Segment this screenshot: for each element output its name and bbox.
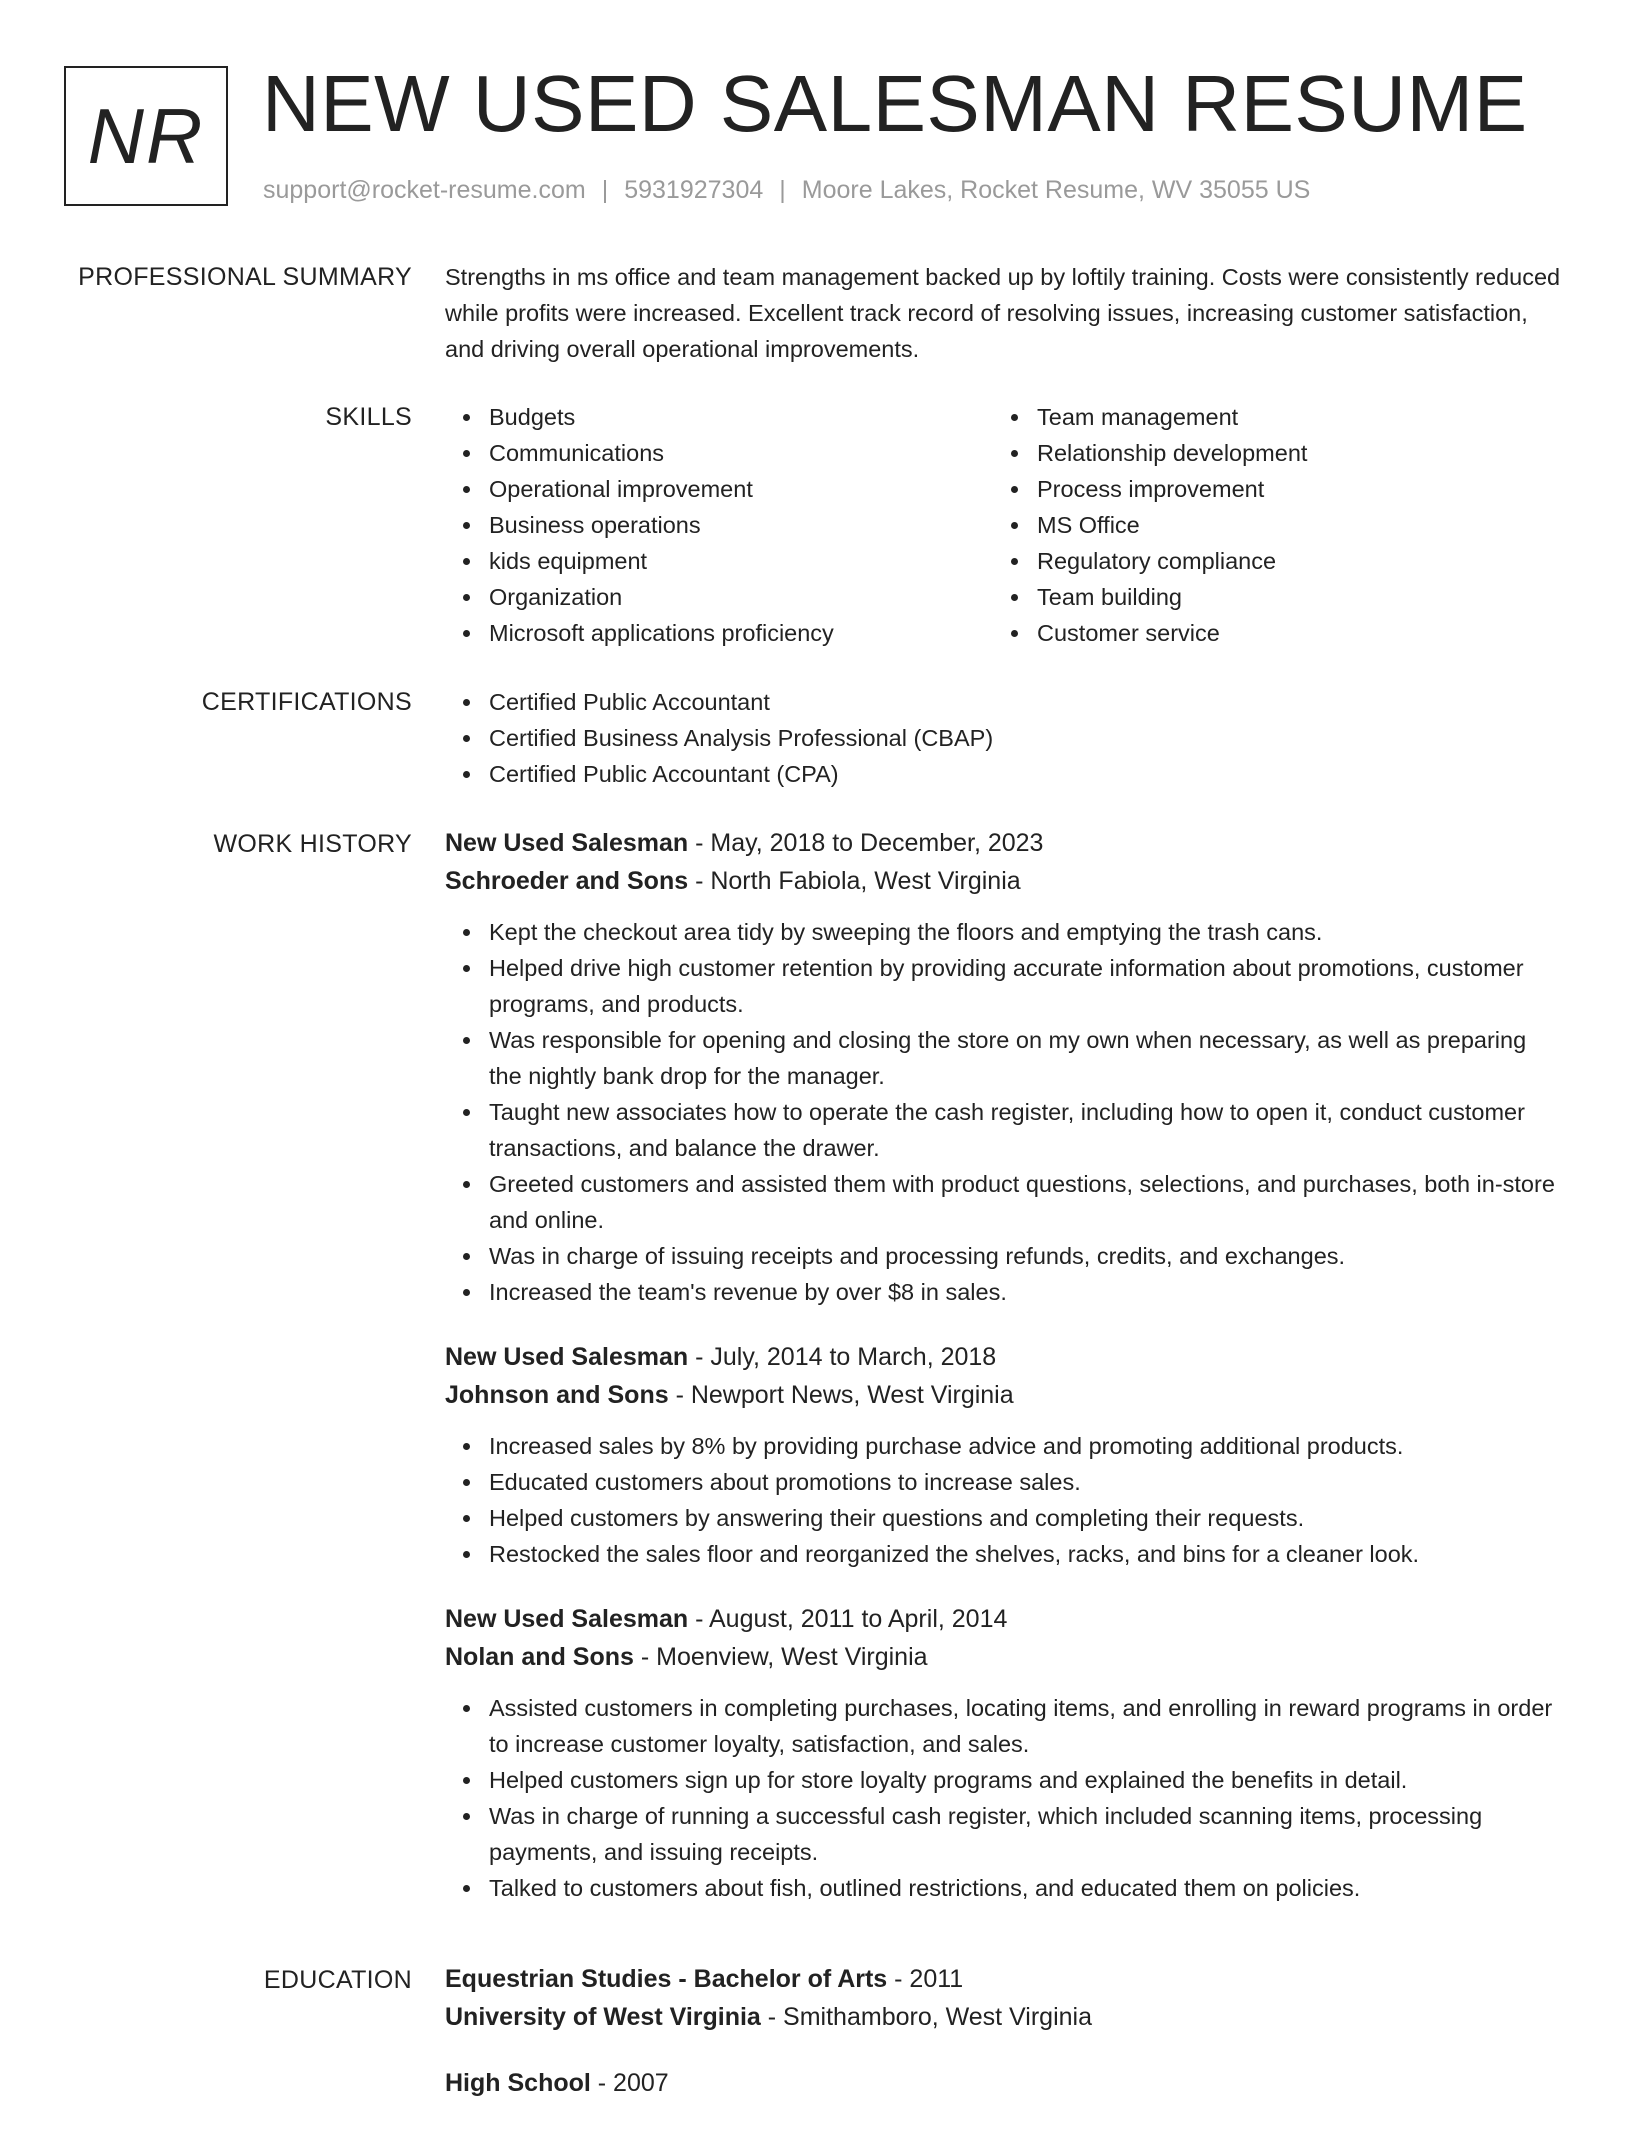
contact-phone: 5931927304 bbox=[624, 176, 764, 204]
job-entry bbox=[445, 1338, 1565, 1572]
monogram-initials: NR bbox=[87, 91, 205, 180]
skill-item: Relationship development bbox=[993, 435, 1541, 471]
skills-list bbox=[445, 399, 1565, 651]
education-year: - 2007 bbox=[590, 2069, 669, 2097]
contact-email: support@rocket-resume.com bbox=[263, 176, 586, 204]
job-duty: Was responsible for opening and closing the store on my own when necessary, as well as preparing the nightly bank drop for the manager. bbox=[445, 1022, 1565, 1094]
job-title-line bbox=[445, 1600, 1565, 1638]
job-duties bbox=[445, 1428, 1565, 1572]
education-degree: Equestrian Studies - Bachelor of Arts bbox=[445, 1965, 888, 1993]
job-duty: Talked to customers about fish, outlined restrictions, and educated them on policies. bbox=[445, 1870, 1565, 1906]
education-degree-line bbox=[445, 2064, 1565, 2102]
monogram-badge bbox=[64, 66, 228, 206]
job-dates: - May, 2018 to December, 2023 bbox=[688, 829, 1044, 857]
education-label: EDUCATION bbox=[263, 1966, 412, 1994]
certification-item: Certified Public Accountant bbox=[445, 684, 1565, 720]
education-school-line bbox=[445, 1998, 1565, 2036]
skill-item: Operational improvement bbox=[445, 471, 993, 507]
education-year: - 2011 bbox=[887, 1965, 964, 1993]
education-entry bbox=[445, 2064, 1565, 2102]
skill-item: Customer service bbox=[993, 615, 1541, 651]
job-duty: Increased sales by 8% by providing purchase advice and promoting additional products. bbox=[445, 1428, 1565, 1464]
job-dates: - August, 2011 to April, 2014 bbox=[688, 1605, 1008, 1633]
job-duties bbox=[445, 1690, 1565, 1906]
job-title-line bbox=[445, 824, 1565, 862]
job-duty: Taught new associates how to operate the cash register, including how to open it, conduct customer transactions, and balance the drawer. bbox=[445, 1094, 1565, 1166]
education-location: - Smithamboro, West Virginia bbox=[760, 2003, 1092, 2031]
work-history-label: WORK HISTORY bbox=[213, 830, 412, 858]
work-history bbox=[445, 824, 1565, 1934]
skill-item: kids equipment bbox=[445, 543, 993, 579]
summary-label: PROFESSIONAL SUMMARY bbox=[78, 263, 412, 291]
job-company: Schroeder and Sons bbox=[445, 867, 689, 895]
job-duty: Increased the team's revenue by over $8 in sales. bbox=[445, 1274, 1565, 1310]
job-company-line bbox=[445, 1638, 1565, 1676]
job-title: New Used Salesman bbox=[445, 1605, 689, 1633]
skill-item: Microsoft applications proficiency bbox=[445, 615, 993, 651]
job-entry bbox=[445, 1600, 1565, 1906]
job-location: - Newport News, West Virginia bbox=[668, 1381, 1014, 1409]
job-company-line bbox=[445, 862, 1565, 900]
job-duty: Assisted customers in completing purchases, locating items, and enrolling in reward programs in order to increase customer loyalty, satisfaction, and sales. bbox=[445, 1690, 1565, 1762]
job-title: New Used Salesman bbox=[445, 829, 689, 857]
education-school: University of West Virginia bbox=[445, 2003, 761, 2031]
education-degree: High School bbox=[445, 2069, 591, 2097]
job-duty: Educated customers about promotions to increase sales. bbox=[445, 1464, 1565, 1500]
job-company: Nolan and Sons bbox=[445, 1643, 634, 1671]
skill-item: Organization bbox=[445, 579, 993, 615]
job-duty: Helped customers sign up for store loyalty programs and explained the benefits in detail. bbox=[445, 1762, 1565, 1798]
education-list bbox=[445, 1960, 1565, 2130]
job-duty: Greeted customers and assisted them with product questions, selections, and purchases, both in-store and online. bbox=[445, 1166, 1565, 1238]
education-entry bbox=[445, 1960, 1565, 2036]
certification-item: Certified Business Analysis Professional (CBAP) bbox=[445, 720, 1565, 756]
contact-separator: | bbox=[779, 176, 786, 204]
job-title: New Used Salesman bbox=[445, 1343, 689, 1371]
education-degree-line bbox=[445, 1960, 1565, 1998]
skill-item: MS Office bbox=[993, 507, 1541, 543]
skill-item: Communications bbox=[445, 435, 993, 471]
job-company: Johnson and Sons bbox=[445, 1381, 669, 1409]
certifications-list bbox=[445, 684, 1565, 792]
job-entry bbox=[445, 824, 1565, 1310]
job-location: - Moenview, West Virginia bbox=[633, 1643, 928, 1671]
job-title-line bbox=[445, 1338, 1565, 1376]
skills-label: SKILLS bbox=[325, 403, 412, 431]
skill-item: Budgets bbox=[445, 399, 993, 435]
skill-item: Regulatory compliance bbox=[993, 543, 1541, 579]
summary-text: Strengths in ms office and team management backed up by loftily training. Costs were consistently reduced while profits were increased. Excellent track record of resolving issues, increasing customer satisfaction, and driving overall operational improvements. bbox=[445, 264, 1561, 362]
certification-item: Certified Public Accountant (CPA) bbox=[445, 756, 1565, 792]
skills-column-left bbox=[445, 399, 993, 651]
job-duty: Helped drive high customer retention by providing accurate information about promotions, customer programs, and products. bbox=[445, 950, 1565, 1022]
skills-column-right bbox=[993, 399, 1541, 651]
contact-separator: | bbox=[601, 176, 609, 204]
contact-address: Moore Lakes, Rocket Resume, WV 35055 US bbox=[801, 176, 1311, 204]
skill-item: Business operations bbox=[445, 507, 993, 543]
job-location: - North Fabiola, West Virginia bbox=[688, 867, 1021, 895]
job-company-line bbox=[445, 1376, 1565, 1414]
contact-line bbox=[263, 172, 1310, 208]
skill-item: Process improvement bbox=[993, 471, 1541, 507]
job-duty: Helped customers by answering their questions and completing their requests. bbox=[445, 1500, 1565, 1536]
job-duty: Restocked the sales floor and reorganized the shelves, racks, and bins for a cleaner look. bbox=[445, 1536, 1565, 1572]
job-duty: Kept the checkout area tidy by sweeping the floors and emptying the trash cans. bbox=[445, 914, 1565, 950]
skill-item: Team building bbox=[993, 579, 1541, 615]
job-duties bbox=[445, 914, 1565, 1310]
job-duty: Was in charge of issuing receipts and processing refunds, credits, and exchanges. bbox=[445, 1238, 1565, 1274]
skill-item: Team management bbox=[993, 399, 1541, 435]
job-dates: - July, 2014 to March, 2018 bbox=[688, 1343, 997, 1371]
certifications-label: CERTIFICATIONS bbox=[201, 688, 412, 716]
resume-title: NEW USED SALESMAN RESUME bbox=[262, 59, 1528, 148]
job-duty: Was in charge of running a successful cash register, which included scanning items, processing payments, and issuing receipts. bbox=[445, 1798, 1565, 1870]
